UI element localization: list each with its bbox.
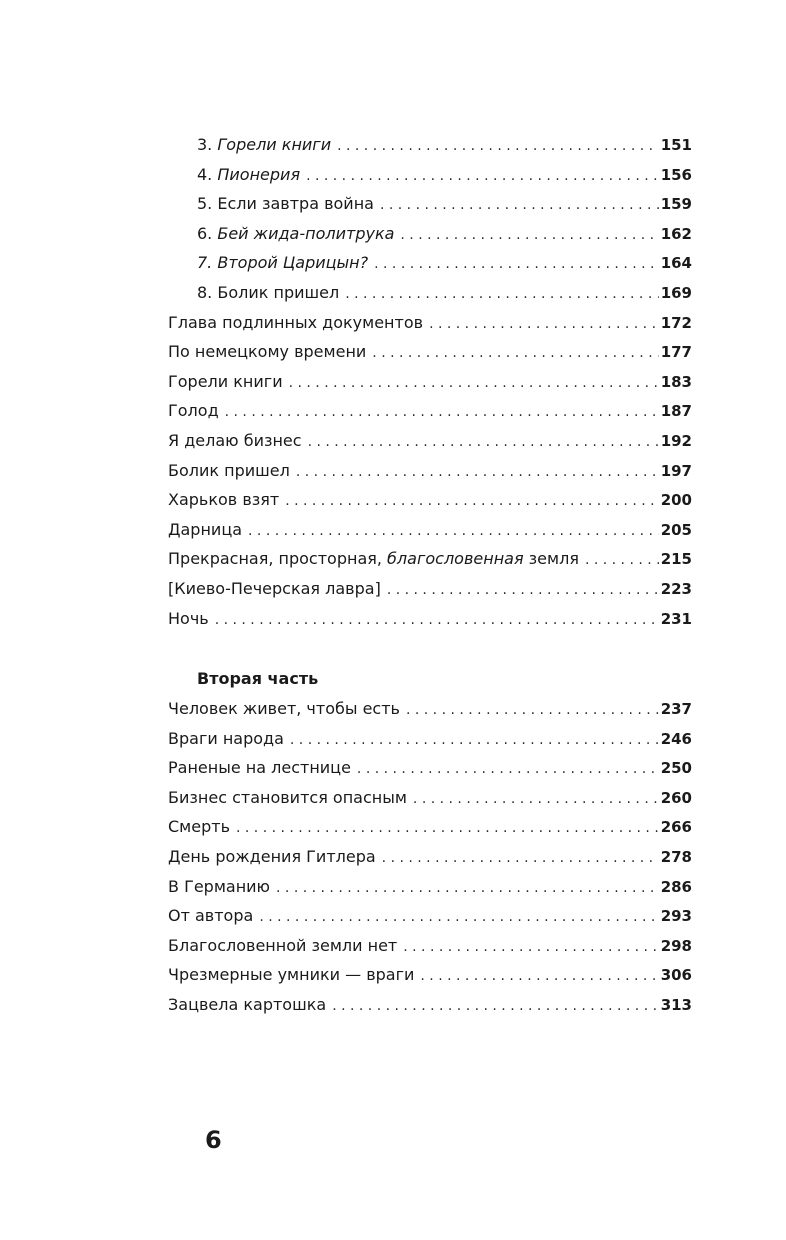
dot-leader	[285, 487, 658, 517]
toc-entry	[168, 426, 692, 456]
toc-page-number: 162	[660, 224, 692, 243]
toc-page-number: 172	[660, 313, 692, 332]
toc-entry-title: Зацвела картошка	[168, 995, 327, 1015]
toc-entry	[168, 574, 692, 604]
toc-entry	[168, 515, 692, 545]
toc-page-number: 159	[660, 195, 692, 214]
dot-leader	[403, 933, 658, 963]
toc-page-number: 183	[660, 372, 692, 391]
toc-page-number: 151	[660, 136, 692, 154]
dot-leader	[420, 962, 658, 992]
toc-entry	[168, 130, 692, 160]
toc-entry-title: Я делаю бизнес	[168, 430, 302, 450]
toc-page-number: 205	[660, 520, 692, 539]
toc-entry	[168, 308, 692, 338]
dot-leader	[429, 310, 659, 340]
toc-entry	[168, 812, 692, 842]
toc-entry	[168, 604, 692, 634]
toc-entry-title: 6. Бей жида-политрука	[197, 223, 395, 243]
dot-leader	[308, 428, 659, 458]
toc-page-number: 223	[660, 579, 692, 598]
toc-entry	[168, 724, 692, 754]
toc-page-number: 260	[660, 788, 692, 807]
dot-leader	[236, 814, 659, 844]
toc-section-first	[168, 130, 692, 633]
toc-entry-title: Болик пришел	[168, 460, 290, 480]
dot-leader	[276, 874, 659, 904]
toc-entry-title: День рождения Гитлера	[168, 847, 376, 867]
toc-entry	[168, 783, 692, 813]
dot-leader	[225, 398, 659, 428]
toc-entry	[168, 694, 692, 724]
dot-leader	[345, 280, 658, 310]
dot-leader	[382, 844, 659, 874]
toc-entry	[168, 189, 692, 219]
dot-leader	[380, 191, 659, 221]
toc-page-number: 266	[660, 818, 692, 837]
dot-leader	[215, 606, 659, 636]
toc-entry-title: 7. Второй Царицын?	[197, 253, 369, 273]
toc-entry-title: Дарница	[168, 519, 243, 539]
toc-page-number: 293	[660, 907, 692, 926]
toc-entry-title: Чрезмерные умники — враги	[168, 965, 415, 985]
toc-entry	[168, 396, 692, 426]
toc-entry	[168, 367, 692, 397]
toc-entry	[168, 219, 692, 249]
toc-page-number: 192	[660, 431, 692, 450]
toc-page-number: 237	[660, 700, 692, 719]
toc-entry-title: По немецкому времени	[168, 342, 367, 362]
toc-entry-title: Ночь	[168, 608, 209, 628]
page-number: 6	[205, 1126, 222, 1154]
toc-entry-title: Прекрасная, просторная, благословенная земля	[168, 549, 579, 569]
dot-leader	[585, 546, 659, 576]
toc-entry-title: 5. Если завтра война	[197, 194, 374, 214]
toc-entry	[168, 753, 692, 783]
dot-leader	[400, 221, 658, 251]
dot-leader	[306, 162, 659, 192]
part-heading: Вторая часть	[197, 669, 319, 689]
toc-page-number: 156	[660, 165, 692, 184]
toc-entry-title: От автора	[168, 906, 254, 926]
dot-leader	[357, 755, 659, 785]
toc-entry	[168, 960, 692, 990]
toc-entry	[168, 901, 692, 931]
toc-entry-title: 3. Горели книги	[197, 135, 332, 154]
dot-leader	[296, 458, 659, 488]
toc-page-number: 313	[660, 996, 692, 1015]
toc-page-number: 187	[660, 402, 692, 421]
toc-entry	[168, 544, 692, 574]
toc-entry	[168, 337, 692, 367]
toc-page-number: 278	[660, 848, 692, 867]
toc-entry	[168, 931, 692, 961]
toc-entry	[168, 456, 692, 486]
toc-entry	[168, 842, 692, 872]
dot-leader	[413, 785, 659, 815]
dot-leader	[406, 696, 659, 726]
toc-entry-title: В Германию	[168, 876, 271, 896]
toc-page-number: 246	[660, 729, 692, 748]
toc-entry-title: Человек живет, чтобы есть	[168, 699, 400, 719]
toc-page-number: 298	[660, 936, 692, 955]
toc-page-number: 177	[660, 343, 692, 362]
toc-entry-title: Горели книги	[168, 371, 283, 391]
toc-entry-title: Раненые на лестнице	[168, 758, 351, 778]
toc-page-number: 250	[660, 759, 692, 778]
toc-section-second	[168, 694, 692, 1020]
toc-entry	[168, 990, 692, 1020]
toc-page-number: 200	[660, 491, 692, 510]
toc-entry-title: Глава подлинных документов	[168, 312, 424, 332]
dot-leader	[289, 369, 659, 399]
toc-page-number: 231	[660, 609, 692, 628]
dot-leader	[259, 903, 658, 933]
toc-entry	[168, 278, 692, 308]
dot-leader	[248, 517, 659, 547]
toc-page-number: 215	[660, 550, 692, 569]
toc-page-number: 286	[660, 877, 692, 896]
toc-entry	[168, 248, 692, 278]
toc-entry-title: Харьков взят	[168, 490, 280, 510]
toc-entry	[168, 872, 692, 902]
toc-entry	[168, 485, 692, 515]
toc-page-number: 169	[660, 283, 692, 302]
toc-entry-title: Благословенной земли нет	[168, 935, 398, 955]
dot-leader	[290, 726, 659, 756]
toc-entry	[168, 160, 692, 190]
dot-leader	[387, 576, 659, 606]
toc-entry-title: Враги народа	[168, 728, 284, 748]
table-of-contents	[168, 130, 692, 1020]
toc-entry-title: Голод	[168, 401, 219, 421]
toc-page-number: 164	[660, 254, 692, 273]
dot-leader	[337, 132, 659, 162]
toc-page-number: 306	[660, 966, 692, 985]
dot-leader	[332, 992, 659, 1022]
toc-entry-title: 8. Болик пришел	[197, 282, 340, 302]
toc-entry-title: [Киево-Печерская лавра]	[168, 578, 381, 598]
toc-entry-title: Бизнес становится опасным	[168, 787, 407, 807]
toc-entry-title: Смерть	[168, 817, 230, 837]
dot-leader	[372, 339, 658, 369]
toc-page-number: 197	[660, 461, 692, 480]
toc-entry-title: 4. Пионерия	[197, 164, 301, 184]
dot-leader	[374, 250, 659, 280]
